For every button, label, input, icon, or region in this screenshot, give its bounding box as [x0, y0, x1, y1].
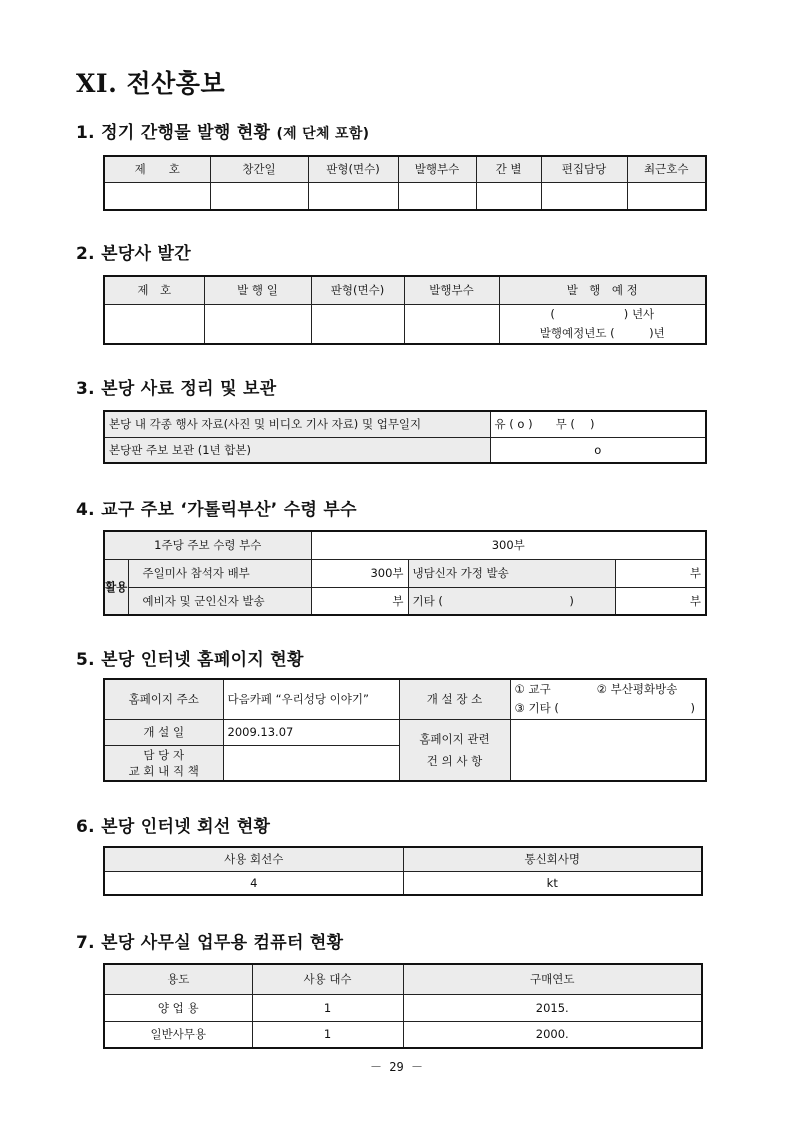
archive-row1-label: 본당 내 각종 행사 자료(사진 및 비디오 기사 자료) 및 업무일지	[104, 411, 490, 437]
page-number: － 29 －	[370, 1060, 423, 1074]
cell-empty	[210, 182, 308, 210]
col-header-founded: 창간일	[210, 156, 308, 182]
col-header-units: 사용 대수	[252, 964, 403, 994]
homepage-address-value: 다음카페 “우리성당 이야기”	[223, 679, 399, 719]
table-row	[104, 994, 702, 1021]
archive-row2-label: 본당판 주보 보관 (1년 합본)	[104, 437, 490, 463]
cell-empty	[308, 182, 398, 210]
computer-table	[103, 963, 703, 1049]
publish-plan-line1: ( ) 년사	[550, 306, 655, 321]
internet-line-table	[103, 846, 703, 896]
col-header-purchase-year: 구매연도	[403, 964, 702, 994]
purchase-year-cell: 2000.	[403, 1021, 702, 1048]
col-header-copies: 발행부수	[404, 276, 499, 304]
cell-empty	[204, 304, 311, 344]
section-2-title: 2. 본당사 발간	[76, 244, 191, 264]
col-header-purpose: 용도	[104, 964, 252, 994]
other-label: 기타 ( )	[408, 587, 615, 615]
col-header-publish-date: 발 행 일	[204, 276, 311, 304]
col-header-format: 판형(면수)	[308, 156, 398, 182]
section-6-title: 6. 본당 인터넷 회선 현황	[76, 817, 271, 837]
col-header-format: 판형(면수)	[311, 276, 404, 304]
cold-believers-label: 냉담신자 가정 발송	[408, 559, 615, 587]
col-header-editor: 편집담당	[541, 156, 627, 182]
units-cell: 1	[252, 994, 403, 1021]
table-row	[104, 1021, 702, 1048]
other-value: 부	[615, 587, 706, 615]
manager-value	[223, 745, 399, 781]
archive-table	[103, 410, 707, 464]
open-site-options	[510, 679, 706, 719]
col-header-frequency: 간 별	[476, 156, 541, 182]
homepage-suggestions-label: 홈페이지 관련 건 의 사 항	[399, 719, 510, 781]
cell-empty	[398, 182, 476, 210]
purpose-cell: 양 업 용	[104, 994, 252, 1021]
publish-plan-cell	[499, 304, 706, 344]
chapter-title: XI. 전산홍보	[76, 69, 226, 98]
col-header-copies: 발행부수	[398, 156, 476, 182]
cell-empty	[104, 304, 204, 344]
homepage-suggestions-value	[510, 719, 706, 781]
col-header-title: 제 호	[104, 276, 204, 304]
archive-row1-value: 유 ( o ) 무 ( )	[490, 411, 706, 437]
homepage-address-label: 홈페이지 주소	[104, 679, 223, 719]
col-header-provider: 통신회사명	[403, 847, 702, 871]
col-header-line-count: 사용 회선수	[104, 847, 403, 871]
col-header-title: 제 호	[104, 156, 210, 182]
bulletin-table	[103, 530, 707, 616]
purpose-cell: 일반사무용	[104, 1021, 252, 1048]
cell-empty	[541, 182, 627, 210]
catechumen-value: 부	[311, 587, 408, 615]
col-header-publish-plan: 발 행 예 정	[499, 276, 706, 304]
section-1-title-note: (제 단체 포함)	[276, 126, 370, 142]
periodical-table	[103, 155, 707, 211]
open-date-label: 개 설 일	[104, 719, 223, 745]
sunday-mass-label: 주일미사 참석자 배부	[128, 559, 311, 587]
open-site-option-line2: ③ 기타 ( )	[514, 701, 695, 716]
cell-empty	[404, 304, 499, 344]
section-5-title: 5. 본당 인터넷 홈페이지 현황	[76, 650, 304, 670]
archive-row2-value: o	[490, 437, 706, 463]
units-cell: 1	[252, 1021, 403, 1048]
open-site-label: 개 설 장 소	[399, 679, 510, 719]
weekly-copies-label: 1주당 주보 수령 부수	[104, 531, 311, 559]
publish-plan-line2: 발행예정년도 ( )년	[539, 325, 665, 340]
section-1-title: 1. 정기 간행물 발행 현황 (제 단체 포함)	[76, 123, 370, 143]
cell-empty	[311, 304, 404, 344]
open-site-option-line1: ① 교구 ② 부산평화방송	[514, 682, 678, 697]
cold-believers-value: 부	[615, 559, 706, 587]
line-count-value: 4	[104, 871, 403, 895]
purchase-year-cell: 2015.	[403, 994, 702, 1021]
homepage-table	[103, 678, 707, 782]
catechumen-label: 예비자 및 군인신자 발송	[128, 587, 311, 615]
cell-empty	[476, 182, 541, 210]
cell-empty	[627, 182, 706, 210]
manager-label: 담 당 자 교 회 내 직 책	[104, 745, 223, 781]
col-header-latest-issue: 최근호수	[627, 156, 706, 182]
section-3-title: 3. 본당 사료 정리 및 보관	[76, 379, 277, 399]
sunday-mass-value: 300부	[311, 559, 408, 587]
open-date-value: 2009.13.07	[223, 719, 399, 745]
parish-history-table	[103, 275, 707, 345]
weekly-copies-value: 300부	[311, 531, 706, 559]
cell-empty	[104, 182, 210, 210]
use-label: 활용	[104, 559, 128, 615]
section-4-title: 4. 교구 주보 ‘가톨릭부산’ 수령 부수	[76, 500, 357, 520]
section-7-title: 7. 본당 사무실 업무용 컴퓨터 현황	[76, 933, 344, 953]
provider-value: kt	[403, 871, 702, 895]
